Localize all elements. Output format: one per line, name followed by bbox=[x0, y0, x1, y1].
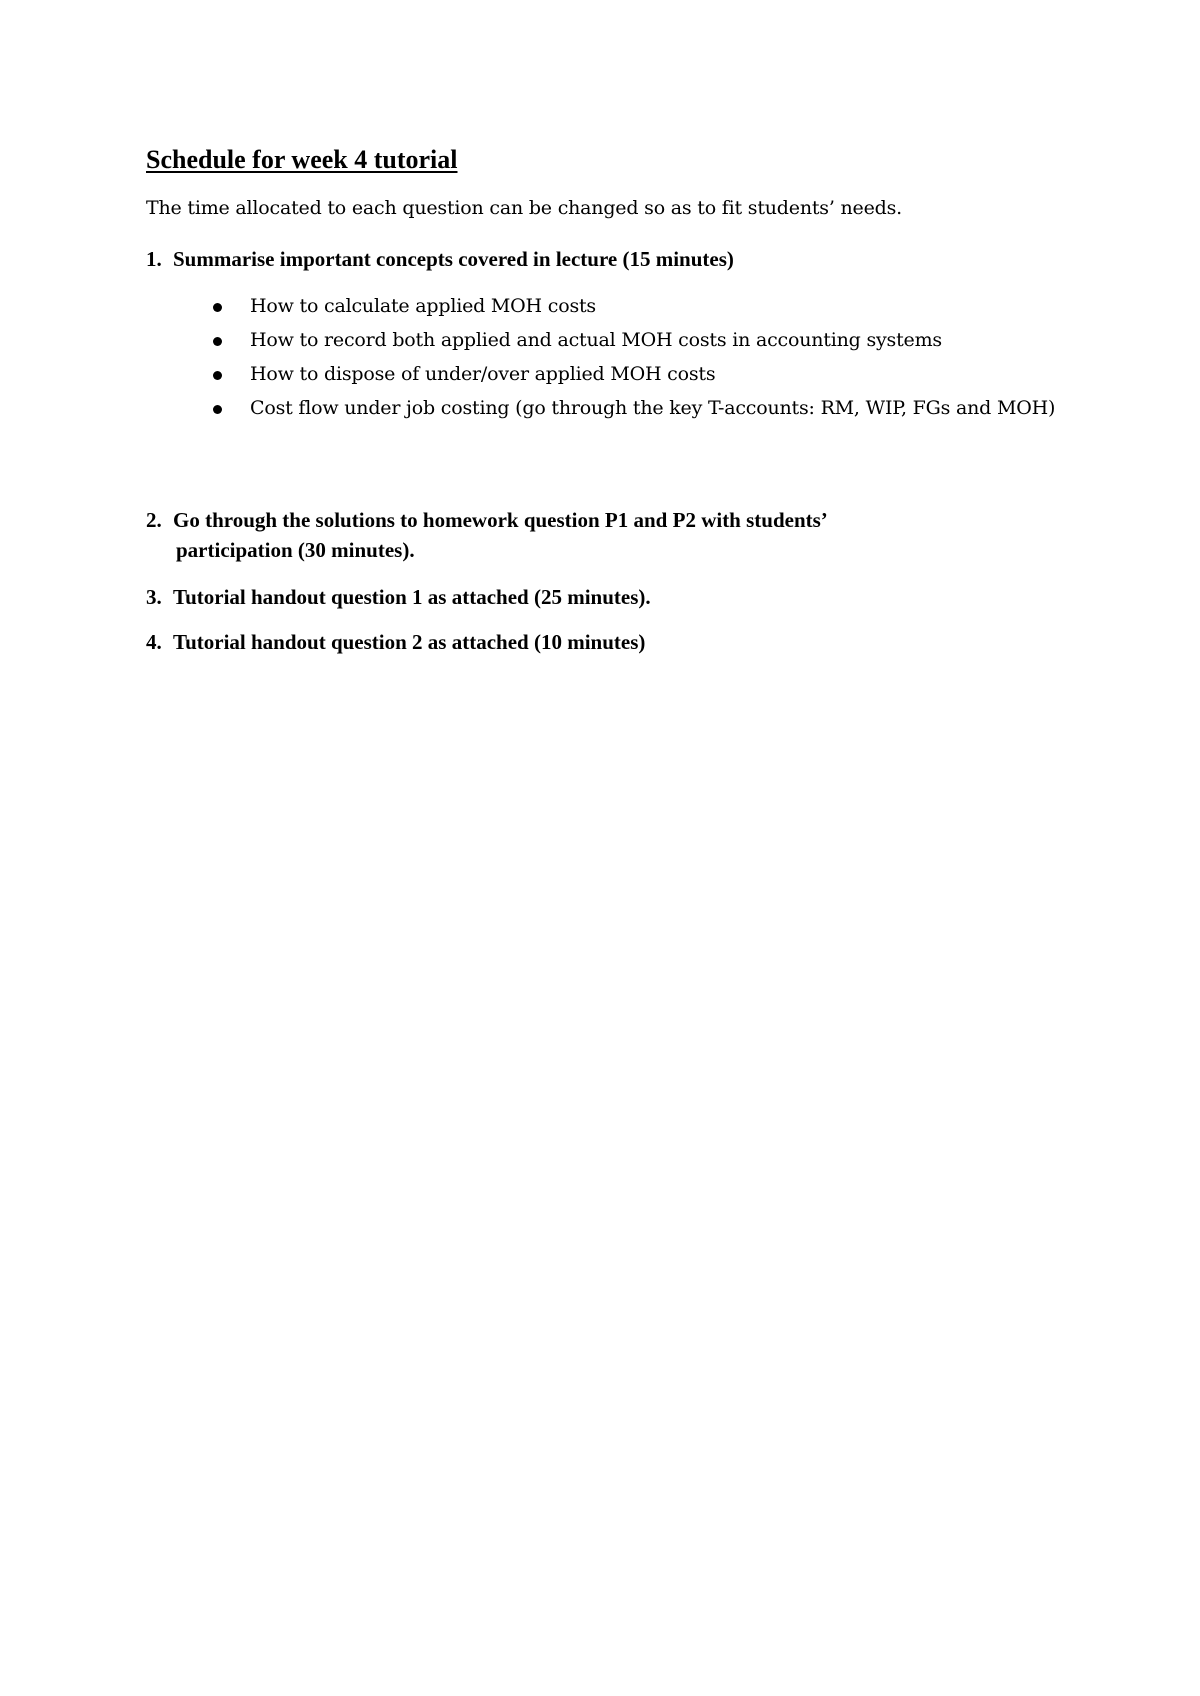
section-text: Tutorial handout question 1 as attached (25 minutes). bbox=[173, 585, 651, 609]
section-text-continuation: participation (30 minutes). bbox=[176, 538, 415, 562]
section-text: Go through the solutions to homework question P1 and P2 with students’ bbox=[173, 508, 828, 532]
section-text: Summarise important concepts covered in lecture (15 minutes) bbox=[173, 247, 734, 271]
list-item bbox=[213, 290, 1073, 322]
bullet-icon bbox=[213, 405, 222, 414]
bullet-icon bbox=[213, 303, 222, 312]
bullet-icon bbox=[213, 337, 222, 346]
document-title: Schedule for week 4 tutorial bbox=[146, 145, 458, 174]
section-3-heading bbox=[146, 582, 651, 612]
section-1-heading bbox=[146, 244, 734, 274]
section-number: 2. bbox=[146, 508, 162, 532]
list-item-text: How to dispose of under/over applied MOH costs bbox=[250, 363, 716, 385]
section-number: 3. bbox=[146, 585, 162, 609]
list-item bbox=[213, 358, 1073, 390]
section-number: 4. bbox=[146, 630, 162, 654]
list-item-text: How to record both applied and actual MOH costs in accounting systems bbox=[250, 329, 942, 351]
section-2-heading bbox=[146, 505, 1046, 565]
list-item-text: How to calculate applied MOH costs bbox=[250, 295, 596, 317]
concepts-list bbox=[213, 290, 1073, 426]
list-item bbox=[213, 392, 1073, 424]
bullet-icon bbox=[213, 371, 222, 380]
section-4-heading bbox=[146, 627, 645, 657]
intro-paragraph: The time allocated to each question can be changed so as to fit students’ needs. bbox=[146, 197, 902, 219]
list-item bbox=[213, 324, 1073, 356]
section-text: Tutorial handout question 2 as attached (10 minutes) bbox=[173, 630, 646, 654]
section-number: 1. bbox=[146, 247, 162, 271]
list-item-text: Cost flow under job costing (go through the key T-accounts: RM, WIP, FGs and MOH) bbox=[250, 397, 1056, 419]
